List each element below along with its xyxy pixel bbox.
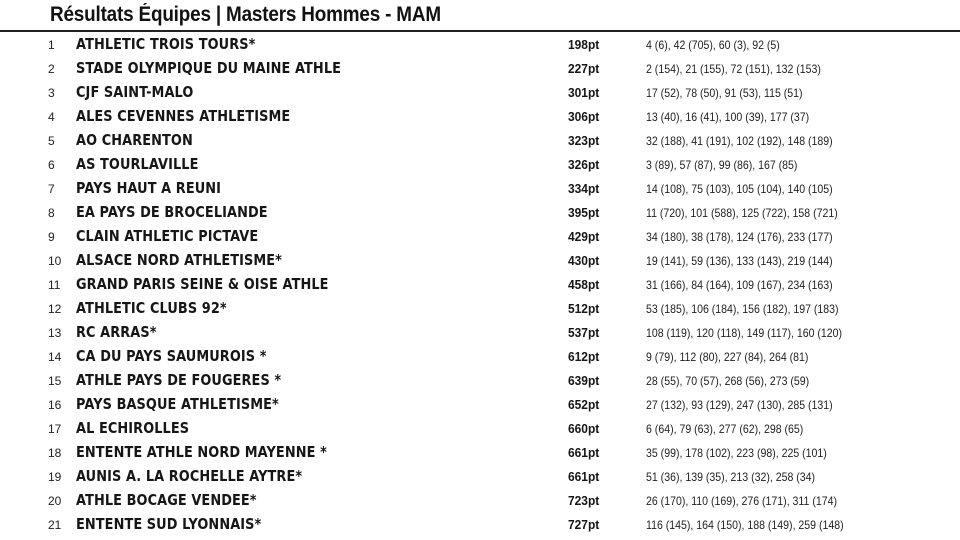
points-cell: 639pt: [568, 373, 600, 388]
rank-cell: 20: [48, 494, 62, 508]
detail-cell: 27 (132), 93 (129), 247 (130), 285 (131): [646, 398, 833, 412]
team-name-cell: RC ARRAS*: [76, 323, 157, 341]
table-row: [0, 489, 960, 513]
table-row: [0, 417, 960, 441]
results-table: [0, 33, 960, 537]
team-name-cell: ATHLETIC TROIS TOURS*: [76, 35, 256, 53]
points-cell: 306pt: [568, 109, 600, 124]
team-name-cell: ATHLETIC CLUBS 92*: [76, 299, 227, 317]
rank-cell: 15: [48, 374, 62, 388]
team-name-cell: AL ECHIROLLES: [76, 419, 190, 437]
table-row: [0, 129, 960, 153]
table-row: [0, 81, 960, 105]
rank-cell: 13: [48, 326, 62, 340]
detail-cell: 116 (145), 164 (150), 188 (149), 259 (148): [646, 518, 844, 532]
detail-cell: 14 (108), 75 (103), 105 (104), 140 (105): [646, 182, 833, 196]
detail-cell: 13 (40), 16 (41), 100 (39), 177 (37): [646, 110, 810, 124]
team-name-cell: STADE OLYMPIQUE DU MAINE ATHLE: [76, 59, 342, 77]
points-cell: 227pt: [568, 61, 600, 76]
table-row: [0, 369, 960, 393]
rank-cell: 4: [48, 110, 55, 124]
detail-cell: 6 (64), 79 (63), 277 (62), 298 (65): [646, 422, 804, 436]
page-header: [0, 0, 960, 32]
team-name-cell: ALES CEVENNES ATHLETISME: [76, 107, 291, 125]
page-title: Résultats Équipes | Masters Hommes - MAM: [50, 3, 441, 26]
points-cell: 334pt: [568, 181, 600, 196]
team-name-cell: ALSACE NORD ATHLETISME*: [76, 251, 283, 269]
team-name-cell: ENTENTE ATHLE NORD MAYENNE *: [76, 443, 327, 461]
table-row: [0, 465, 960, 489]
table-row: [0, 105, 960, 129]
points-cell: 512pt: [568, 301, 600, 316]
detail-cell: 2 (154), 21 (155), 72 (151), 132 (153): [646, 62, 821, 76]
team-name-cell: AO CHARENTON: [76, 131, 193, 149]
detail-cell: 11 (720), 101 (588), 125 (722), 158 (721): [646, 206, 838, 220]
detail-cell: 108 (119), 120 (118), 149 (117), 160 (120): [646, 326, 843, 340]
table-row: [0, 225, 960, 249]
points-cell: 661pt: [568, 469, 600, 484]
table-row: [0, 153, 960, 177]
detail-cell: 34 (180), 38 (178), 124 (176), 233 (177): [646, 230, 833, 244]
team-name-cell: AUNIS A. LA ROCHELLE AYTRE*: [76, 467, 303, 485]
team-name-cell: GRAND PARIS SEINE & OISE ATHLE: [76, 275, 329, 293]
detail-cell: 4 (6), 42 (705), 60 (3), 92 (5): [646, 38, 780, 52]
points-cell: 537pt: [568, 325, 600, 340]
table-row: [0, 345, 960, 369]
team-name-cell: CJF SAINT-MALO: [76, 83, 194, 101]
points-cell: 429pt: [568, 229, 600, 244]
rank-cell: 7: [48, 182, 55, 196]
table-row: [0, 33, 960, 57]
rank-cell: 14: [48, 350, 62, 364]
rank-cell: 6: [48, 158, 55, 172]
rank-cell: 18: [48, 446, 62, 460]
rank-cell: 8: [48, 206, 55, 220]
points-cell: 458pt: [568, 277, 600, 292]
detail-cell: 53 (185), 106 (184), 156 (182), 197 (183): [646, 302, 839, 316]
points-cell: 661pt: [568, 445, 600, 460]
rank-cell: 12: [48, 302, 62, 316]
rank-cell: 19: [48, 470, 62, 484]
rank-cell: 21: [48, 518, 62, 532]
rank-cell: 3: [48, 86, 55, 100]
points-cell: 395pt: [568, 205, 600, 220]
points-cell: 727pt: [568, 517, 600, 532]
table-row: [0, 297, 960, 321]
team-name-cell: CA DU PAYS SAUMUROIS *: [76, 347, 267, 365]
rank-cell: 11: [48, 278, 61, 292]
detail-cell: 51 (36), 139 (35), 213 (32), 258 (34): [646, 470, 816, 484]
points-cell: 323pt: [568, 133, 600, 148]
rank-cell: 16: [48, 398, 62, 412]
detail-cell: 28 (55), 70 (57), 268 (56), 273 (59): [646, 374, 810, 388]
rank-cell: 1: [48, 38, 55, 52]
detail-cell: 9 (79), 112 (80), 227 (84), 264 (81): [646, 350, 809, 364]
team-name-cell: AS TOURLAVILLE: [76, 155, 199, 173]
detail-cell: 26 (170), 110 (169), 276 (171), 311 (174): [646, 494, 837, 508]
table-row: [0, 201, 960, 225]
points-cell: 326pt: [568, 157, 600, 172]
detail-cell: 3 (89), 57 (87), 99 (86), 167 (85): [646, 158, 798, 172]
detail-cell: 19 (141), 59 (136), 133 (143), 219 (144): [646, 254, 833, 268]
table-row: [0, 177, 960, 201]
points-cell: 198pt: [568, 37, 600, 52]
detail-cell: 31 (166), 84 (164), 109 (167), 234 (163): [646, 278, 833, 292]
detail-cell: 32 (188), 41 (191), 102 (192), 148 (189): [646, 134, 833, 148]
team-name-cell: ENTENTE SUD LYONNAIS*: [76, 515, 262, 533]
table-row: [0, 273, 960, 297]
rank-cell: 17: [48, 422, 62, 436]
rank-cell: 10: [48, 254, 62, 268]
table-row: [0, 441, 960, 465]
points-cell: 723pt: [568, 493, 600, 508]
table-row: [0, 393, 960, 417]
table-row: [0, 321, 960, 345]
header-divider: [0, 30, 960, 32]
rank-cell: 5: [48, 134, 55, 148]
points-cell: 612pt: [568, 349, 600, 364]
detail-cell: 17 (52), 78 (50), 91 (53), 115 (51): [646, 86, 803, 100]
table-row: [0, 249, 960, 273]
points-cell: 652pt: [568, 397, 600, 412]
team-name-cell: PAYS BASQUE ATHLETISME*: [76, 395, 279, 413]
points-cell: 301pt: [568, 85, 600, 100]
rank-cell: 2: [48, 62, 55, 76]
team-name-cell: PAYS HAUT A REUNI: [76, 179, 222, 197]
detail-cell: 35 (99), 178 (102), 223 (98), 225 (101): [646, 446, 827, 460]
team-name-cell: EA PAYS DE BROCELIANDE: [76, 203, 268, 221]
team-name-cell: ATHLE BOCAGE VENDEE*: [76, 491, 257, 509]
points-cell: 660pt: [568, 421, 600, 436]
team-name-cell: CLAIN ATHLETIC PICTAVE: [76, 227, 259, 245]
team-name-cell: ATHLE PAYS DE FOUGERES *: [76, 371, 282, 389]
table-row: [0, 513, 960, 537]
points-cell: 430pt: [568, 253, 600, 268]
table-row: [0, 57, 960, 81]
rank-cell: 9: [48, 230, 55, 244]
